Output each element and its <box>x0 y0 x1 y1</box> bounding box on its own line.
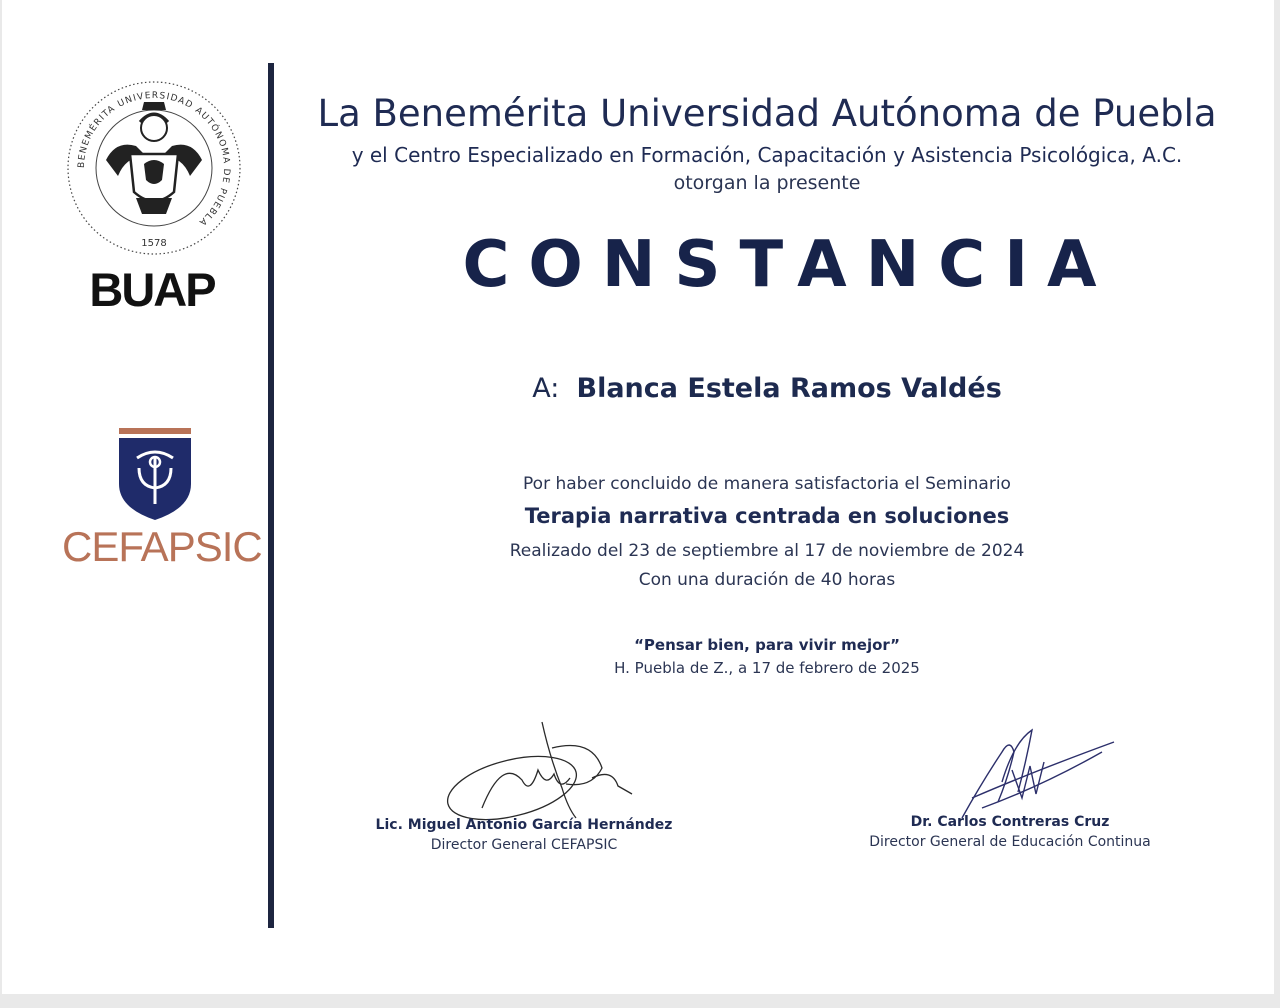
seminar-dates: Realizado del 23 de septiembre al 17 de noviembre de 2024 <box>509 541 1025 561</box>
seminar-duration: Con una duración de 40 horas <box>638 570 896 590</box>
place-date: H. Puebla de Z., a 17 de febrero de 2025 <box>614 659 920 677</box>
recipient-line <box>302 373 1232 404</box>
signatory-role: Director General de Educación Continua <box>869 834 1151 850</box>
signatory-cefapsic <box>364 817 684 853</box>
institution-name: La Benemérita Universidad Autónoma de Puebla <box>317 92 1217 135</box>
cefapsic-wordmark: CEFAPSIC <box>62 523 262 570</box>
seal-ring-text: BENEMÉRITA UNIVERSIDAD AUTÓNOMA DE PUEBLA <box>76 90 232 228</box>
seal-year: 1578 <box>141 238 167 249</box>
signatory-role: Director General CEFAPSIC <box>430 837 618 853</box>
signature-1-scrawl <box>442 718 642 828</box>
buap-wordmark: BUAP <box>89 263 215 316</box>
reason-text: Por haber concluido de manera satisfactoria el Seminario <box>523 474 1011 494</box>
vertical-divider <box>268 63 274 928</box>
recipient-prefix: A: <box>532 373 560 404</box>
recipient-name: Blanca Estela Ramos Valdés <box>576 373 1002 404</box>
certificate-page <box>2 0 1274 994</box>
signatory-educacion-continua <box>850 814 1170 850</box>
signatory-name: Lic. Miguel Antonio García Hernández <box>375 817 673 833</box>
buap-seal-logo <box>66 80 242 256</box>
partner-name: y el Centro Especializado en Formación, Capacitación y Asistencia Psicológica, A.C. <box>351 143 1183 167</box>
motto: “Pensar bien, para vivir mejor” <box>634 636 900 654</box>
grants-text: otorgan la presente <box>673 172 861 194</box>
document-title: CONSTANCIA <box>462 228 1116 302</box>
signatory-name: Dr. Carlos Contreras Cruz <box>910 814 1110 830</box>
signature-2-scrawl <box>942 722 1122 822</box>
seminar-title: Terapia narrativa centrada en soluciones <box>524 504 1010 528</box>
cefapsic-shield-logo <box>117 428 193 522</box>
